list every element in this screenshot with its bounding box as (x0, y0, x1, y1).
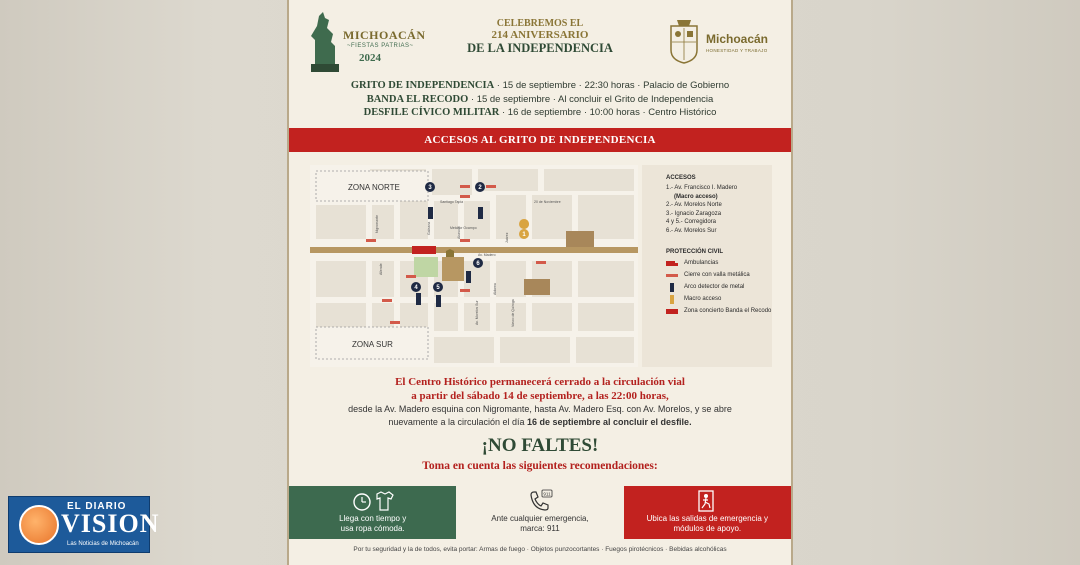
legend-pc-title: PROTECCIÓN CIVIL (666, 249, 724, 255)
brand-el: EL DIARIO (67, 501, 127, 512)
events-list (289, 79, 791, 120)
michoacan-word: Michoacán (706, 32, 769, 46)
shield-icon (669, 20, 699, 64)
street-map[interactable] (310, 165, 638, 367)
notice-gray-2: nuevamente a la circulación el día 16 de septiembre al concluir el desfile. (388, 417, 692, 427)
legend-row: Ambulancias (666, 260, 772, 267)
footer-warning: Por tu seguridad y la de todos, evita portar: Armas de fuego · Objetos punzocortantes · Fuegos pirotécnicos · Bebidas alcohólicas (353, 546, 727, 553)
svg-text:911: 911 (543, 491, 551, 497)
event-item: GRITO DE INDEPENDENCIA · 15 de septiembre · 22:30 horas · Palacio de Gobierno (350, 80, 730, 91)
access-marker[interactable] (475, 182, 485, 192)
street-label: Galeana (427, 221, 431, 235)
no-faltes-heading: ¡NO FALTES! (481, 435, 599, 456)
legend-access-item: 2.- Av. Morelos Norte (666, 202, 722, 208)
zone-south-label: ZONA SUR (352, 340, 393, 349)
fiestas-patrias-logo (307, 12, 425, 74)
macro-access-icon (666, 296, 678, 303)
access-marker[interactable] (411, 282, 421, 292)
legend-access-item: 6.- Av. Morelos Sur (666, 227, 717, 234)
legend-row: Macro acceso (666, 296, 772, 303)
legend-row: Zona concierto Banda el Recodo (666, 308, 772, 315)
michoacan-logo (669, 20, 779, 66)
street-label: Aldama (493, 283, 497, 295)
header (289, 0, 791, 78)
title-line-3: DE LA INDEPENDENCIA (467, 41, 613, 55)
ambulance-icon (666, 260, 678, 267)
notice-red-1: El Centro Histórico permanecerá cerrado a la circulación vial (395, 376, 685, 388)
event-item: BANDA EL RECODO · 15 de septiembre · Al concluir el Grito de Independencia (366, 93, 714, 105)
legend-row: Cierre con valla metálica (666, 272, 772, 279)
concert-zone-icon (666, 308, 678, 315)
svg-text:3: 3 (428, 185, 432, 191)
fence-icon (666, 272, 678, 279)
michoacan-sub: HONESTIDAD Y TRABAJO (706, 48, 768, 53)
legend-access-title: ACCESOS (666, 175, 696, 181)
phone-911-icon (527, 489, 553, 513)
monument-icon (307, 12, 341, 72)
svg-text:1: 1 (522, 232, 526, 238)
logo-sub: ~FIESTAS PATRIAS~ (347, 43, 414, 49)
logo-circle (19, 505, 59, 545)
recommendation-card: 911 Ante cualquier emergencia, marca: 911 (456, 486, 623, 539)
access-marker[interactable] (425, 182, 435, 192)
notice-gray-1: desde la Av. Madero esquina con Nigromante, hasta Av. Madero Esq. con Av. Morelos, y se abre (348, 404, 732, 414)
street-label: 20 de Noviembre (534, 200, 561, 204)
legend-access-item: 4 y 5.- Corregidora (666, 219, 717, 225)
map-section (310, 165, 772, 367)
el-diario-vision-logo (8, 496, 160, 553)
title-line-1: CELEBREMOS EL (496, 18, 584, 29)
street-label: Santiago Tapia (440, 200, 464, 204)
clock-shirt-icon (351, 489, 395, 513)
notice-red-2: a partir del sábado 14 de septiembre, a las 22:00 horas, (411, 389, 669, 402)
legend-access-item: 1.- Av. Francisco I. Madero (666, 185, 738, 191)
legend-access-list (666, 184, 772, 235)
street-label: Juárez (505, 232, 509, 243)
svg-text:5: 5 (436, 285, 440, 291)
access-banner: ACCESOS AL GRITO DE INDEPENDENCIA (289, 128, 791, 152)
svg-text:6: 6 (476, 261, 480, 267)
event-item: DESFILE CÍVICO MILITAR · 16 de septiembre · 10:00 horas · Centro Histórico (363, 107, 717, 118)
poster (287, 0, 793, 565)
brand-vision: VISION (61, 509, 160, 538)
street-label: Melchor Ocampo (450, 226, 477, 230)
recommendation-cards (289, 486, 791, 539)
brand-tag: Las Noticias de Michoacán (67, 541, 139, 547)
title-line-2: 214 ANIVERSARIO (491, 29, 589, 41)
legend-access-item: 3.- Ignacio Zaragoza (666, 210, 722, 217)
metal-detector-icon (666, 284, 678, 291)
street-label: Vasco de Quiroga (511, 299, 515, 327)
closure-notice (289, 376, 791, 429)
map-canvas (310, 165, 638, 367)
logo-word: MICHOACÁN (343, 28, 426, 42)
street-label: Abasolo (457, 226, 461, 239)
logo-year: 2024 (359, 52, 381, 64)
recommendation-card: Ubica las salidas de emergencia y módulos de apoyo. (624, 486, 791, 539)
street-label: Allende (379, 263, 383, 275)
recommendations-heading: Toma en cuenta las siguientes recomendaciones: (422, 460, 658, 472)
svg-text:2: 2 (478, 185, 482, 191)
map-legend (642, 165, 772, 367)
legend-access-item: (Macro acceso) (674, 193, 718, 200)
access-marker[interactable] (473, 258, 483, 268)
access-marker[interactable] (433, 282, 443, 292)
street-label: Av. Morelos Sur (475, 300, 479, 325)
zone-north-label: ZONA NORTE (348, 183, 400, 192)
street-label: Nigromante (375, 214, 379, 233)
street-label: Av. Madero (478, 253, 496, 257)
exit-icon (696, 489, 718, 513)
legend-row: Arco detector de metal (666, 284, 772, 291)
svg-text:4: 4 (414, 285, 418, 291)
recommendation-card: Llega con tiempo y usa ropa cómoda. (289, 486, 456, 539)
page-title (445, 18, 635, 56)
